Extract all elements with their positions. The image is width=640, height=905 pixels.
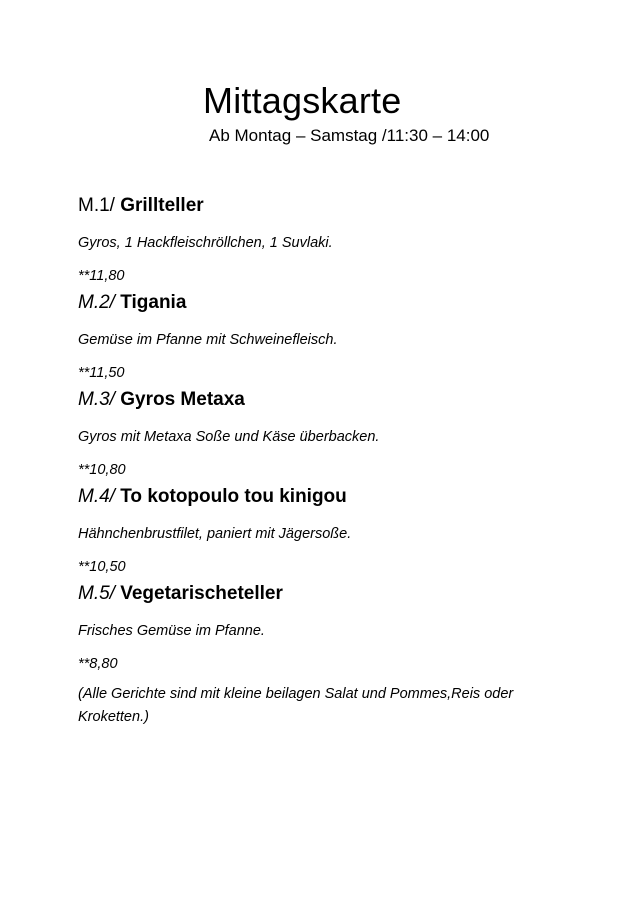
menu-item-m5	[78, 579, 578, 674]
menu-items-list	[78, 191, 578, 729]
menu-item-m4	[78, 482, 578, 577]
side-dish-note: (Alle Gerichte sind mit kleine beilagen Salat und Pommes,Reis oder Kroketten.)	[78, 686, 514, 725]
menu-item-name: To kotopoulo tou kinigou	[120, 486, 347, 507]
menu-item-name: Gyros Metaxa	[120, 389, 245, 410]
page-title: Mittagskarte	[203, 80, 402, 121]
menu-item-code: M.1/	[78, 195, 115, 216]
menu-item-price: **10,80	[78, 462, 126, 478]
menu-item-name: Grillteller	[120, 195, 204, 216]
menu-item-name: Vegetarischeteller	[120, 583, 283, 604]
menu-item-price: **11,50	[78, 365, 125, 381]
menu-item-m2	[78, 288, 578, 383]
menu-item-heading	[78, 385, 578, 415]
menu-item-description: Gyros, 1 Hackfleischröllchen, 1 Suvlaki.	[78, 235, 333, 251]
opening-hours: Ab Montag – Samstag /11:30 – 14:00	[209, 126, 490, 145]
menu-item-price: **11,80	[78, 268, 125, 284]
menu-item-code: M.2/	[78, 292, 115, 313]
menu-item-heading	[78, 579, 578, 609]
menu-item-m1	[78, 191, 578, 286]
menu-item-description: Hähnchenbrustfilet, paniert mit Jägersoße.	[78, 526, 352, 542]
menu-item-m3	[78, 385, 578, 480]
menu-item-price: **10,50	[78, 559, 126, 575]
menu-item-description: Gyros mit Metaxa Soße und Käse überbacken.	[78, 429, 380, 445]
menu-item-code: M.3/	[78, 389, 115, 410]
menu-item-name: Tigania	[120, 292, 187, 313]
menu-item-code: M.5/	[78, 583, 115, 604]
menu-item-heading	[78, 288, 578, 318]
menu-item-price: **8,80	[78, 656, 118, 672]
menu-item-code: M.4/	[78, 486, 115, 507]
menu-item-description: Gemüse im Pfanne mit Schweinefleisch.	[78, 332, 338, 348]
menu-item-description: Frisches Gemüse im Pfanne.	[78, 623, 265, 639]
menu-item-heading	[78, 482, 578, 512]
menu-item-heading	[78, 191, 578, 221]
